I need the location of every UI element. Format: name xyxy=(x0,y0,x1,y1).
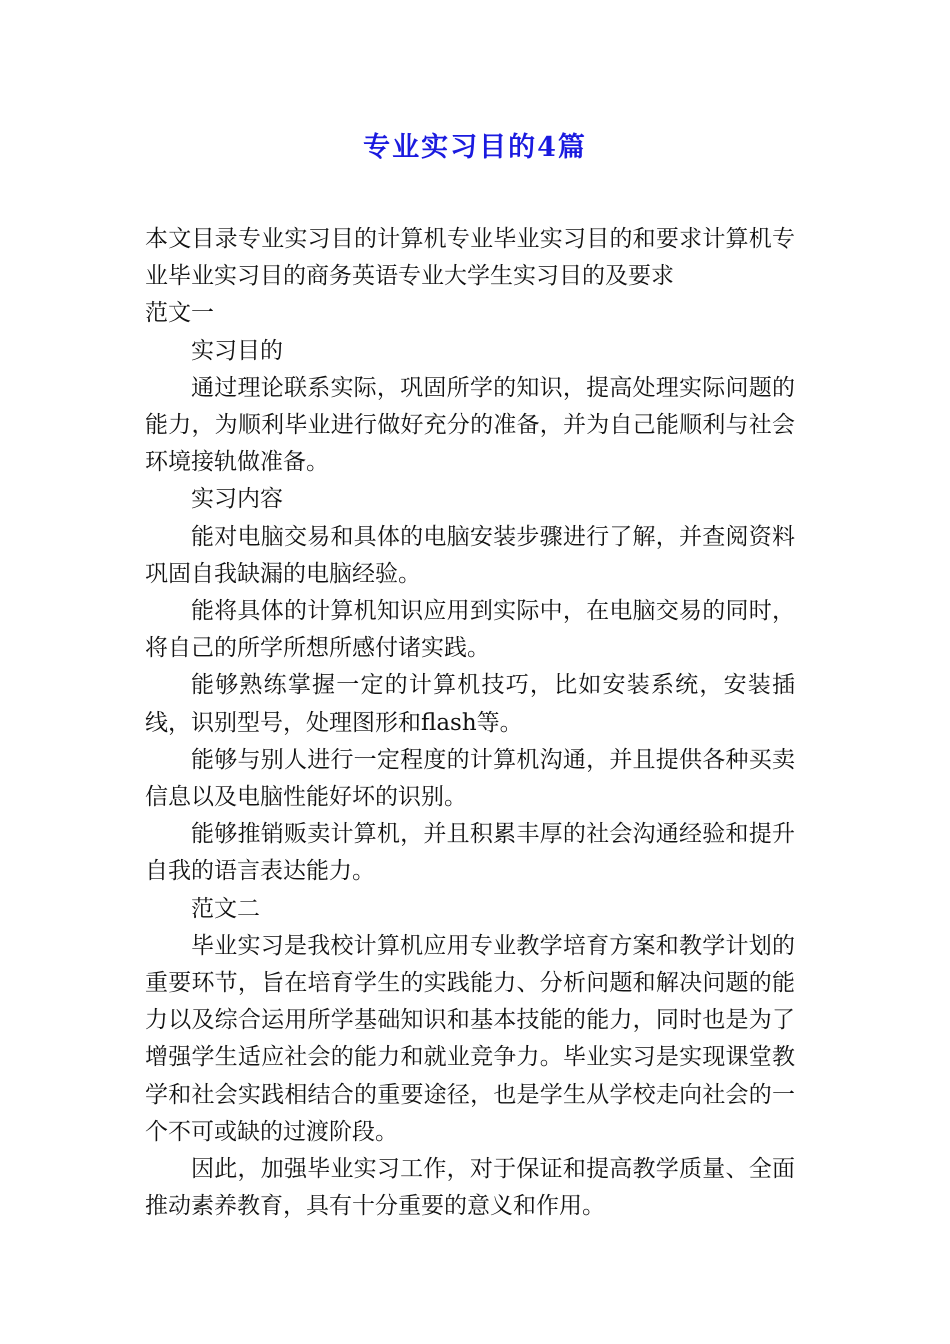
section-heading-sample-1: 范文一 xyxy=(145,300,214,327)
document-body xyxy=(145,221,795,1225)
table-of-contents-paragraph: 本文目录专业实习目的计算机专业毕业实习目的和要求计算机专业毕业实习目的商务英语专业大学生实习目的及要求 xyxy=(145,226,795,290)
body-paragraph: 毕业实习是我校计算机应用专业教学培育方案和教学计划的重要环节，旨在培育学生的实践能力、分析问题和解决问题的能力以及综合运用所学基础知识和基本技能的能力，同时也是为了增强学生适应社会的能力和就业竞争力。毕业实习是实现课堂教学和社会实践相结合的重要途径，也是学生从学校走向社会的一个不可或缺的过渡阶段。 xyxy=(145,932,795,1145)
body-paragraph: 能对电脑交易和具体的电脑安装步骤进行了解，并查阅资料巩固自我缺漏的电脑经验。 xyxy=(145,523,795,587)
body-paragraph: 能将具体的计算机知识应用到实际中，在电脑交易的同时，将自己的所学所想所感付诸实践。 xyxy=(145,598,795,662)
document-title: 专业实习目的4篇 xyxy=(363,132,587,163)
body-paragraph: 能够熟练掌握一定的计算机技巧，比如安装系统，安装插线，识别型号，处理图形和flash等。 xyxy=(145,672,795,736)
subheading-internship-purpose: 实习目的 xyxy=(191,337,283,364)
body-paragraph: 能够推销贩卖计算机，并且积累丰厚的社会沟通经验和提升自我的语言表达能力。 xyxy=(145,821,795,885)
subheading-internship-content: 实习内容 xyxy=(191,486,283,513)
body-paragraph: 通过理论联系实际，巩固所学的知识，提高处理实际问题的能力，为顺利毕业进行做好充分的准备，并为自己能顺利与社会环境接轨做准备。 xyxy=(145,374,795,476)
section-heading-sample-2: 范文二 xyxy=(191,895,260,922)
body-paragraph: 因此，加强毕业实习工作，对于保证和提高教学质量、全面推动素养教育，具有十分重要的意义和作用。 xyxy=(145,1156,795,1220)
body-paragraph: 能够与别人进行一定程度的计算机沟通，并且提供各种买卖信息以及电脑性能好坏的识别。 xyxy=(145,746,795,811)
